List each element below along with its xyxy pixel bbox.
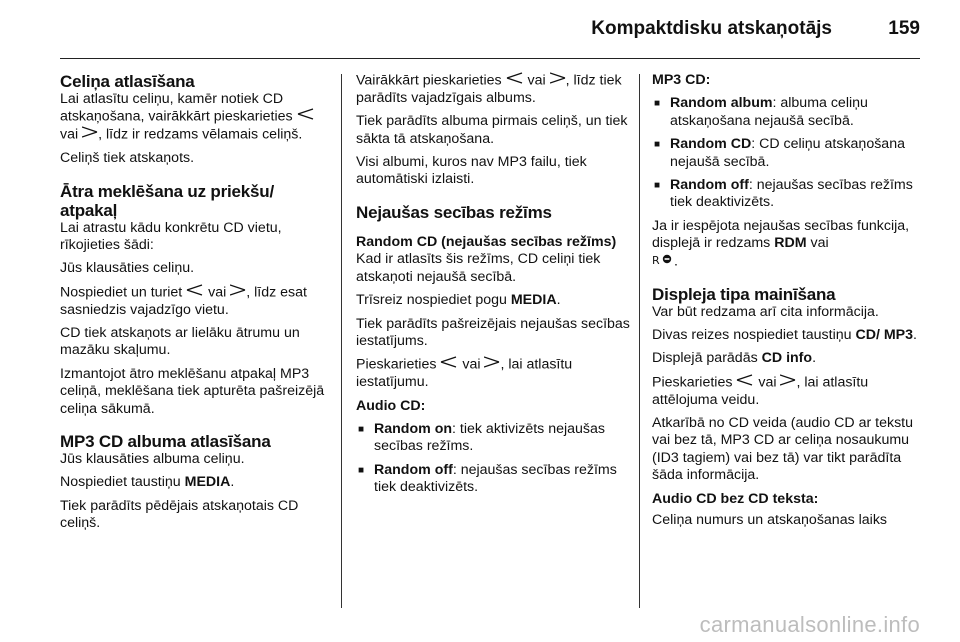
heading-random-mode: Nejaušas secības režīms [356,202,552,222]
paragraph: Nospiediet un turiet vai , līdz esat sasniedzis vajadzīgo vietu. [60,284,307,318]
triangle-right-icon [484,356,500,373]
list-item: ■ Random off: nejaušas secības režīms tiek deaktivizēts. [652,177,924,212]
paragraph: Izmantojot ātro meklēšanu atpakaļ MP3 celiņā, meklēšana tiek apturēta pašreizējā celiņa sākumā. [60,365,325,417]
paragraph: CD tiek atskaņots ar lielāku ātrumu un mazāku skaļumu. [60,325,300,359]
subheading-audio-cd: Audio CD: [356,397,426,414]
column-3 [652,72,924,535]
svg-text:R: R [652,253,660,265]
list-item: ■ Random CD: CD celiņu atskaņošana nejaušā secībā. [652,136,924,171]
paragraph: Celiņš tiek atskaņots. [60,150,195,167]
cd-info-label: CD info [761,350,813,367]
paragraph: Vairākkārt pieskarieties vai , līdz tiek parādīts vajadzīgais albums. [356,72,622,106]
header-rule [60,58,920,59]
subheading-mp3-cd: MP3 CD: [652,72,711,88]
paragraph: Lai atrastu kādu konkrētu CD vietu, rīkojieties šādi: [60,219,282,253]
paragraph: Ja ir iespējota nejaušas secības funkcija, displejā ir redzams RDM vai R . [652,217,910,270]
triangle-left-icon [506,72,524,89]
paragraph: Jūs klausāties celiņu. [60,260,195,277]
rdm-label: RDM [774,235,807,252]
triangle-left-icon [186,284,204,301]
audio-cd-options [356,421,630,497]
paragraph: Pieskarieties vai , lai atlasītu attēlojuma veidu. [652,374,869,408]
paragraph: Pieskarieties vai , lai atlasītu iestatījumu. [356,356,573,391]
page-header [0,0,960,58]
column-1 [60,72,332,539]
cd-mp3-key-label: CD/ MP3 [855,326,914,343]
paragraph: Visi albumi, kuros nav MP3 failu, tiek automātiski izlaisti. [356,154,587,188]
mp3-cd-options [652,95,924,211]
heading-track-selection: Celiņa atlasīšana [60,72,195,91]
column-divider [341,74,342,608]
media-key-label: MEDIA [510,292,557,309]
paragraph: Celiņa numurs un atskaņošanas laiks [652,512,888,529]
paragraph: Var būt redzama arī cita informācija. [652,303,879,320]
triangle-left-icon [297,108,315,125]
paragraph: Trīsreiz nospiediet pogu MEDIA. [356,292,561,309]
column-divider [639,74,640,608]
triangle-left-icon [736,374,754,391]
paragraph: Tiek parādīts pašreizējais nejaušas secības iestatījums. [356,315,630,349]
triangle-right-icon [780,374,796,391]
list-item: ■ Random album: albuma celiņu atskaņošana nejaušā secībā. [652,95,924,130]
page-title: Kompaktdisku atskaņotājs [591,18,832,39]
list-item: ■ Random off: nejaušas secības režīms tiek deaktivizēts. [356,462,630,497]
page-number: 159 [888,18,920,39]
paragraph: Atkarībā no CD veida (audio CD ar tekstu vai bez tā, MP3 CD ar celiņa nosaukumu (ID3 tagiem) vai bez tā) var tikt parādīta šāda informācija. [652,415,914,484]
paragraph: Lai atlasītu celiņu, kamēr notiek CD atskaņošana, vairākkārt pieskarieties vai , līdz ir redzams vēlamais celiņš. [60,91,332,144]
media-key-label: MEDIA [184,474,231,491]
paragraph: Jūs klausāties albuma celiņu. [60,451,245,468]
paragraph: Tiek parādīts pēdējais atskaņotais CD celiņš. [60,497,299,532]
paragraph: Nospiediet taustiņu MEDIA. [60,474,235,491]
heading-mp3-album: MP3 CD albuma atlasīšana [60,432,271,452]
heading-display-type: Displeja tipa mainīšana [652,284,836,304]
paragraph: Divas reizes nospiediet taustiņu CD/ MP3. [652,326,917,343]
triangle-right-icon [230,284,246,301]
heading-fast-search: Ātra meklēšana uz priekšu/ atpakaļ [60,181,275,220]
paragraph: Displejā parādās CD info. [652,350,817,367]
triangle-left-icon [440,356,458,373]
list-item: ■ Random on: tiek aktivizēts nejaušas secības režīms. [356,421,630,456]
watermark: carmanualsonline.info [699,612,920,637]
paragraph: Kad ir atlasīts šis režīms, CD celiņi tiek atskaņoti nejaušā secībā. [356,251,601,285]
subheading-random-cd: Random CD (nejaušas secības režīms) [356,233,617,250]
paragraph: Tiek parādīts albuma pirmais celiņš, un tiek sākta tā atskaņošana. [356,113,628,147]
subheading-audio-cd-no-text: Audio CD bez CD teksta: [652,490,819,507]
random-icon [652,253,674,270]
column-2 [356,72,630,503]
triangle-right-icon [550,72,566,89]
triangle-right-icon [82,126,98,143]
